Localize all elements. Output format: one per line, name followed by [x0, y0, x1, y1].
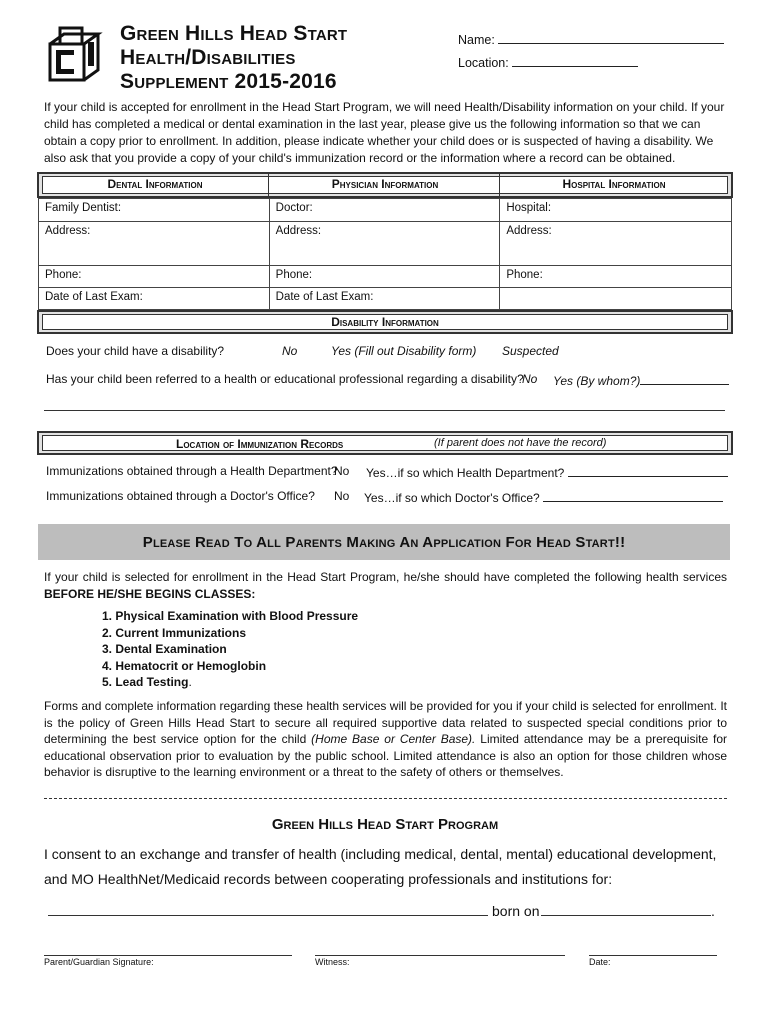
doctor-office-yes-label: Yes…if so which Doctor's Office? — [364, 491, 540, 505]
referral-question: Has your child been referred to a health or educational professional regarding a disability? — [46, 372, 524, 386]
table-row — [39, 266, 732, 288]
name-input-line[interactable] — [498, 31, 724, 44]
location-field[interactable] — [458, 54, 638, 70]
physician-header: Physician Information — [331, 177, 439, 191]
table-row — [39, 288, 732, 310]
referral-yes-label: Yes (By whom?) — [553, 374, 641, 388]
table-row — [39, 199, 732, 222]
health-dept-name-line[interactable] — [568, 464, 728, 477]
immunization-header: Location of Immunization Records — [176, 437, 344, 451]
list-item: 1. Physical Examination with Blood Pressure — [102, 609, 359, 623]
services-intro — [44, 569, 727, 602]
parent-signature-line[interactable] — [44, 955, 292, 956]
services-list — [102, 608, 358, 691]
born-on-label: born on — [492, 903, 540, 919]
doctor-office-no-option[interactable]: No — [334, 489, 350, 503]
name-field[interactable] — [458, 31, 724, 47]
list-item: 5. Lead Testing. — [102, 675, 192, 689]
list-item: 2. Current Immunizations — [102, 625, 247, 640]
location-input-line[interactable] — [512, 54, 638, 67]
parent-signature-label: Parent/Guardian Signature: — [44, 957, 154, 967]
list-item: 3. Dental Examination — [102, 642, 227, 656]
consent-line-1: I consent to an exchange and transfer of health (including medical, dental, mental) educational development, — [44, 846, 717, 862]
title-line-3: Supplement 2015-2016 — [120, 70, 337, 93]
disability-question: Does your child have a disability? — [46, 344, 225, 358]
name-label: Name: — [458, 33, 495, 47]
title-line-2: Health/Disabilities — [120, 46, 296, 69]
info-table-header-bar — [37, 172, 733, 198]
hospital-field[interactable]: Hospital: — [500, 199, 732, 222]
title-line-1: Green Hills Head Start — [120, 22, 348, 45]
health-dept-question: Immunizations obtained through a Health Department? — [46, 464, 338, 478]
dentist-address-field[interactable]: Address: — [39, 222, 270, 266]
physician-exam-date-field[interactable]: Date of Last Exam: — [269, 288, 500, 310]
services-intro-bold: BEFORE HE/SHE BEGINS CLASSES: — [44, 586, 256, 601]
doctor-phone-field[interactable]: Phone: — [269, 266, 500, 288]
cut-line-divider — [44, 798, 727, 799]
birth-date-line[interactable] — [541, 915, 711, 916]
dentist-phone-field[interactable]: Phone: — [39, 266, 270, 288]
referral-no-option[interactable]: No — [522, 372, 538, 386]
disability-header-bar — [37, 310, 733, 334]
disability-suspected-option[interactable]: Suspected — [502, 344, 559, 358]
blocks-logo-icon — [44, 22, 108, 84]
document-title — [120, 22, 347, 94]
doctor-field[interactable]: Doctor: — [269, 199, 500, 222]
date-label: Date: — [589, 957, 611, 967]
hospital-header: Hospital Information — [562, 177, 666, 191]
family-dentist-field[interactable]: Family Dentist: — [39, 199, 270, 222]
services-intro-text: If your child is selected for enrollment in the Head Start Program, he/she should have completed the following health services — [44, 570, 727, 584]
immunization-header-bar — [37, 431, 733, 455]
child-name-line[interactable] — [48, 915, 488, 916]
doctor-office-name-line[interactable] — [543, 489, 723, 502]
policy-text-2: Limited attendance may be a prerequisite for educational observation prior to evaluation by the public school. Limited attendance is also an option for those children whose behavior is disruptive to the learning environment or a threat to the safety of others or themselves. — [44, 732, 727, 779]
hospital-phone-field[interactable]: Phone: — [500, 266, 732, 288]
referral-yes-option[interactable] — [553, 372, 729, 388]
dental-header: Dental Information — [107, 177, 203, 191]
health-dept-yes-option[interactable] — [366, 464, 728, 480]
disability-header: Disability Information — [331, 315, 439, 329]
hospital-address-field[interactable]: Address: — [500, 222, 732, 266]
referral-by-whom-line[interactable] — [640, 372, 729, 385]
doctor-office-yes-option[interactable] — [364, 489, 723, 505]
location-label: Location: — [458, 56, 509, 70]
health-info-table — [38, 198, 732, 310]
immunization-header-note: (If parent does not have the record) — [434, 437, 607, 449]
dental-exam-date-field[interactable]: Date of Last Exam: — [39, 288, 270, 310]
consent-line-2: and MO HealthNet/Medicaid records between cooperating professionals and institutions for: — [44, 871, 613, 887]
date-line[interactable] — [589, 955, 717, 956]
policy-paragraph — [44, 698, 727, 781]
notice-banner-text: Please Read To All Parents Making An Application For Head Start!! — [142, 534, 626, 551]
list-item: 4. Hematocrit or Hemoglobin — [102, 658, 267, 673]
intro-paragraph: If your child is accepted for enrollment in the Head Start Program, we will need Health/Disability information on your child. If your child has completed a medical or dental examination in the last year, please give us the following information so that we can obtain a copy prior to enrollment. In addition, please indicate whether your child does or is suspected of having a disability. We also ask that you provide a copy of your child's immunization record or the information where a record can be obtained. — [44, 100, 725, 165]
health-dept-no-option[interactable]: No — [334, 464, 350, 478]
policy-text-1: Forms and complete information regarding these health services will be provided for you if your child is selected for enrollment. It is the policy of Green Hills Head Start to secure all required supportive data related to suspected special conditions prior to determining the best service option for the child — [44, 699, 727, 746]
disability-yes-option[interactable]: Yes (Fill out Disability form) — [331, 344, 477, 358]
list-item-text: 5. Lead Testing — [102, 675, 189, 689]
referral-detail-line[interactable] — [44, 410, 725, 411]
empty-cell — [500, 288, 732, 310]
witness-label: Witness: — [315, 957, 350, 967]
witness-signature-line[interactable] — [315, 955, 565, 956]
table-row — [39, 222, 732, 266]
doctor-office-question: Immunizations obtained through a Doctor's Office? — [46, 489, 315, 503]
disability-no-option[interactable]: No — [282, 344, 298, 358]
doctor-address-field[interactable]: Address: — [269, 222, 500, 266]
health-dept-yes-label: Yes…if so which Health Department? — [366, 466, 565, 480]
policy-text-italic: (Home Base or Center Base). — [311, 732, 476, 746]
consent-title: Green Hills Head Start Program — [271, 816, 499, 833]
